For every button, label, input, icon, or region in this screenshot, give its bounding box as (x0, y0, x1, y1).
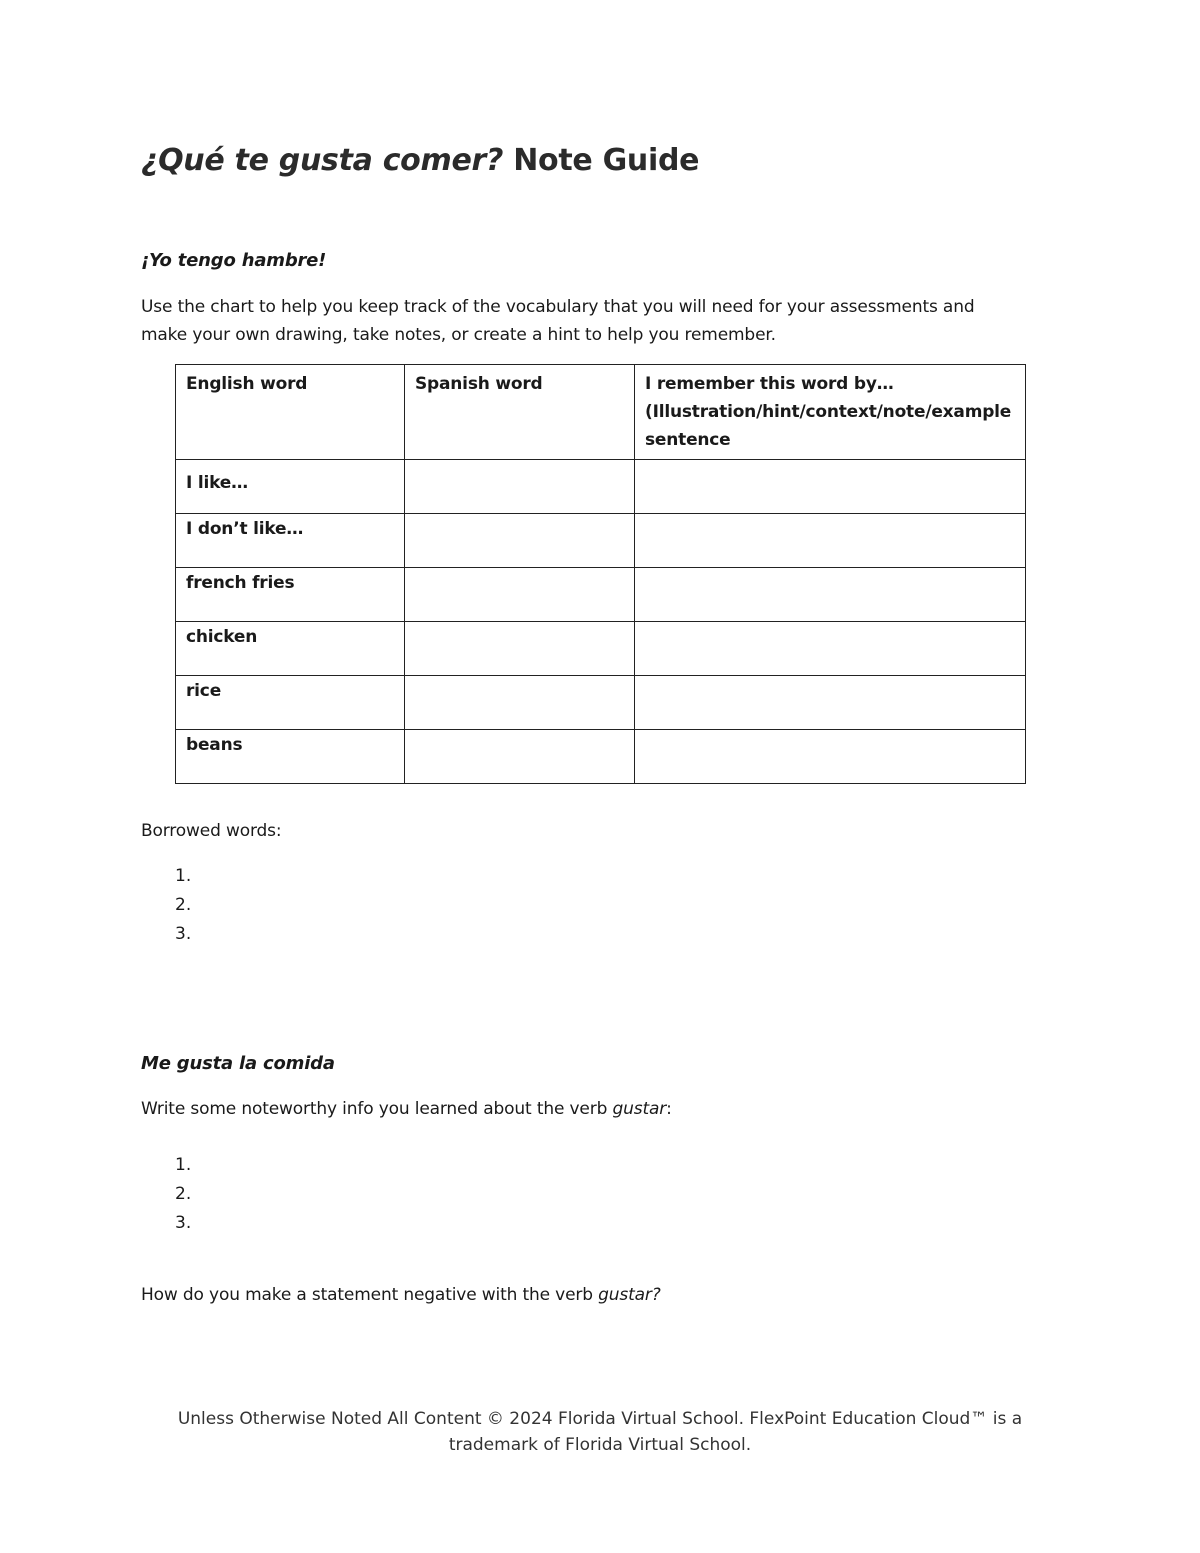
list-item: 1. (175, 866, 192, 886)
gustar-info-prompt (141, 1095, 672, 1123)
english-word-cell: I like… (176, 460, 405, 514)
title-rest-part: Note Guide (503, 143, 700, 178)
remember-cell[interactable] (635, 622, 1026, 676)
spanish-word-cell[interactable] (405, 676, 635, 730)
list-item: 1. (175, 1155, 192, 1175)
spanish-word-cell[interactable] (405, 460, 635, 514)
english-word-cell: beans (176, 730, 405, 784)
list-item: 3. (175, 924, 192, 944)
table-header-row (176, 365, 1026, 460)
spanish-word-cell[interactable] (405, 622, 635, 676)
page-title (141, 143, 699, 178)
prompt-text: Write some noteworthy info you learned about the verb (141, 1099, 613, 1119)
list-item: 2. (175, 895, 192, 915)
question-verb: gustar? (598, 1285, 661, 1305)
english-word-cell: rice (176, 676, 405, 730)
list-item: 2. (175, 1184, 192, 1204)
remember-cell[interactable] (635, 730, 1026, 784)
english-word-cell: chicken (176, 622, 405, 676)
question-text: How do you make a statement negative with the verb (141, 1285, 599, 1305)
instructions-line-2: make your own drawing, take notes, or create a hint to help you remember. (141, 325, 776, 345)
borrowed-words-list (175, 862, 191, 949)
negative-statement-question (141, 1281, 661, 1309)
table-row (176, 730, 1026, 784)
prompt-end: : (666, 1099, 672, 1119)
remember-cell[interactable] (635, 676, 1026, 730)
table-row (176, 514, 1026, 568)
header-spanish-word: Spanish word (405, 365, 635, 460)
english-word-cell: french fries (176, 568, 405, 622)
title-italic-part: ¿Qué te gusta comer? (141, 143, 504, 178)
gustar-info-list (175, 1151, 191, 1238)
table-row (176, 460, 1026, 514)
english-word-cell: I don’t like… (176, 514, 405, 568)
section-heading-me-gusta-la-comida: Me gusta la comida (141, 1053, 335, 1074)
copyright-footer (150, 1406, 1050, 1458)
remember-cell[interactable] (635, 568, 1026, 622)
table-row (176, 568, 1026, 622)
header-english-word: English word (176, 365, 405, 460)
spanish-word-cell[interactable] (405, 568, 635, 622)
remember-cell[interactable] (635, 514, 1026, 568)
prompt-verb: gustar (612, 1099, 667, 1119)
table-row (176, 676, 1026, 730)
spanish-word-cell[interactable] (405, 730, 635, 784)
section-heading-yo-tengo-hambre: ¡Yo tengo hambre! (141, 250, 327, 271)
footer-line-1: Unless Otherwise Noted All Content © 2024 Florida Virtual School. FlexPoint Education Cloud™ is a (177, 1409, 1023, 1429)
remember-cell[interactable] (635, 460, 1026, 514)
table-row (176, 622, 1026, 676)
spanish-word-cell[interactable] (405, 514, 635, 568)
borrowed-words-label: Borrowed words: (141, 821, 282, 841)
list-item: 3. (175, 1213, 192, 1233)
instructions-paragraph (141, 293, 974, 349)
vocabulary-table (175, 364, 1026, 784)
instructions-line-1: Use the chart to help you keep track of the vocabulary that you will need for your assessments and (141, 297, 975, 317)
header-remember-by: I remember this word by… (Illustration/hint/context/note/example sentence (635, 365, 1026, 460)
footer-line-2: trademark of Florida Virtual School. (448, 1435, 752, 1455)
